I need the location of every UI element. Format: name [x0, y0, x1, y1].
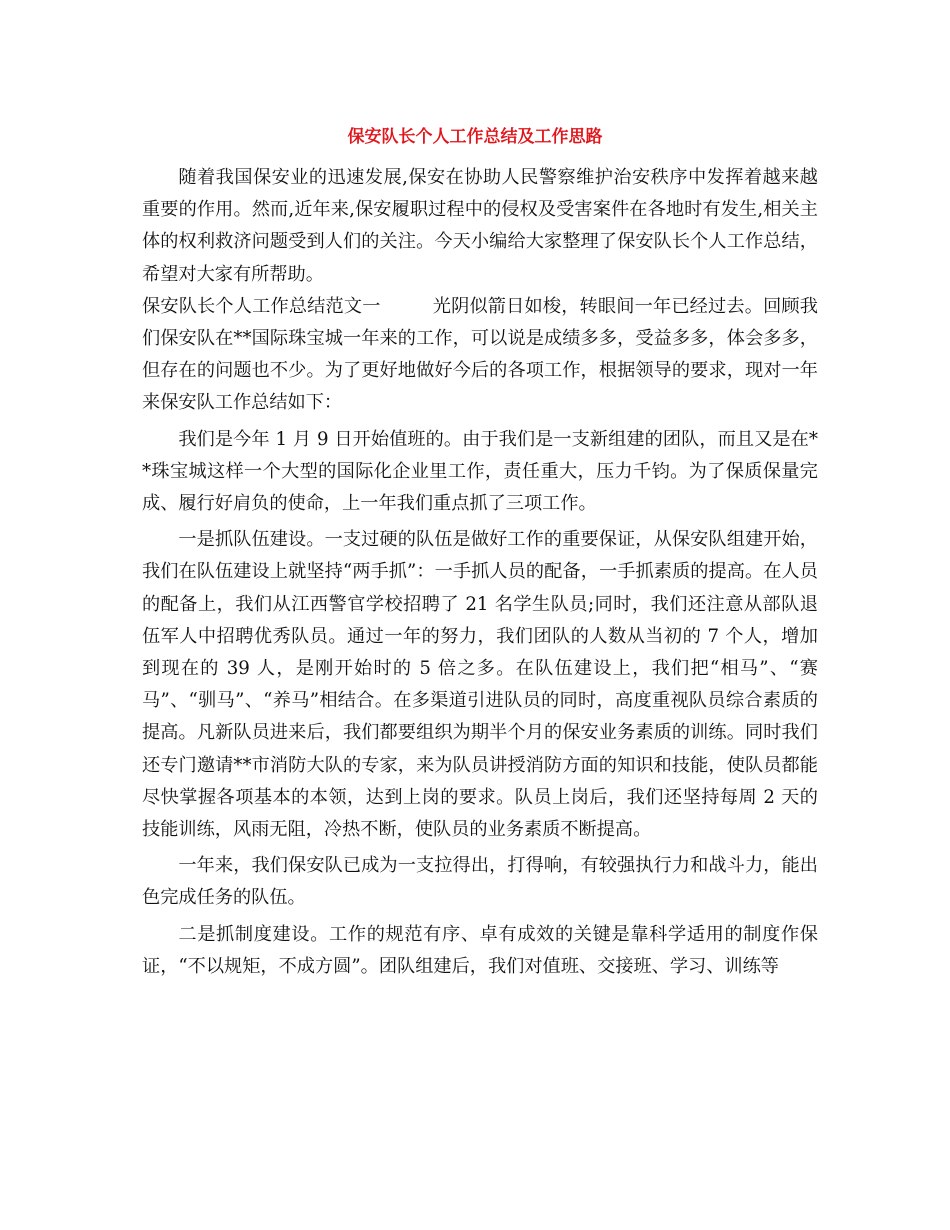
paragraph-start-date: 我们是今年 1 月 9 日开始值班的。由于我们是一支新组建的团队，而且又是在**珠宝城这样一个大型的国际化企业里工作，责任重大，压力千钧。为了保质保量完成、履行好肩负的使命，上一年我们重点抓了三项工作。	[142, 428, 818, 515]
paragraph-year-result: 一年来，我们保安队已成为一支拉得出，打得响，有较强执行力和战斗力，能出色完成任务的队伍。	[142, 855, 818, 909]
paragraph-system-building: 二是抓制度建设。工作的规范有序、卓有成效的关键是靠科学适用的制度作保证，“不以规矩，不成方圆”。团队组建后，我们对值班、交接班、学习、训练等	[142, 923, 818, 977]
section-label: 保安队长个人工作总结范文一	[142, 295, 381, 317]
page-title: 保安队长个人工作总结及工作思路	[347, 127, 603, 147]
paragraph-intro: 随着我国保安业的迅速发展,保安在协助人民警察维护治安秩序中发挥着越来越重要的作用。然而,近年来,保安履职过程中的侵权及受害案件在各地时有发生,相关主体的权利救济问题受到人们的关注。今天小编给大家整理了保安队长个人工作总结，希望对大家有所帮助。	[142, 167, 818, 285]
paragraph-sample-one	[142, 291, 818, 420]
paragraph-sample-one-text: 光阴似箭日如梭，转眼间一年已经过去。回顾我们保安队在**国际珠宝城一年来的工作，可以说是成绩多多，受益多多，体会多多，但存在的问题也不少。为了更好地做好今后的各项工作，根据领导的要求，现对一年来保安队工作总结如下：	[142, 295, 818, 414]
paragraph-team-building: 一是抓队伍建设。一支过硬的队伍是做好工作的重要保证，从保安队组建开始，我们在队伍建设上就坚持“两手抓”：一手抓人员的配备，一手抓素质的提高。在人员的配备上，我们从江西警官学校招聘了 21 名学生队员;同时，我们还注意从部队退伍军人中招聘优秀队员。通过一年的努力，我们团队的人数从当初的 7 个人，增加到现在的 39 人，是刚开始时的 5 倍之多。在队伍建设上，我们把“相马”、“赛马”、“驯马”、“养马”相结合。在多渠道引进队员的同时，高度重视队员综合素质的提高。凡新队员进来后，我们都要组织为期半个月的保安业务素质的训练。同时我们还专门邀请**市消防大队的专家，来为队员讲授消防方面的知识和技能，使队员都能尽快掌握各项基本的本领，达到上岗的要求。队员上岗后，我们还坚持每周 2 天的技能训练，风雨无阻，冷热不断，使队员的业务素质不断提高。	[142, 529, 818, 841]
document-body	[142, 162, 818, 983]
